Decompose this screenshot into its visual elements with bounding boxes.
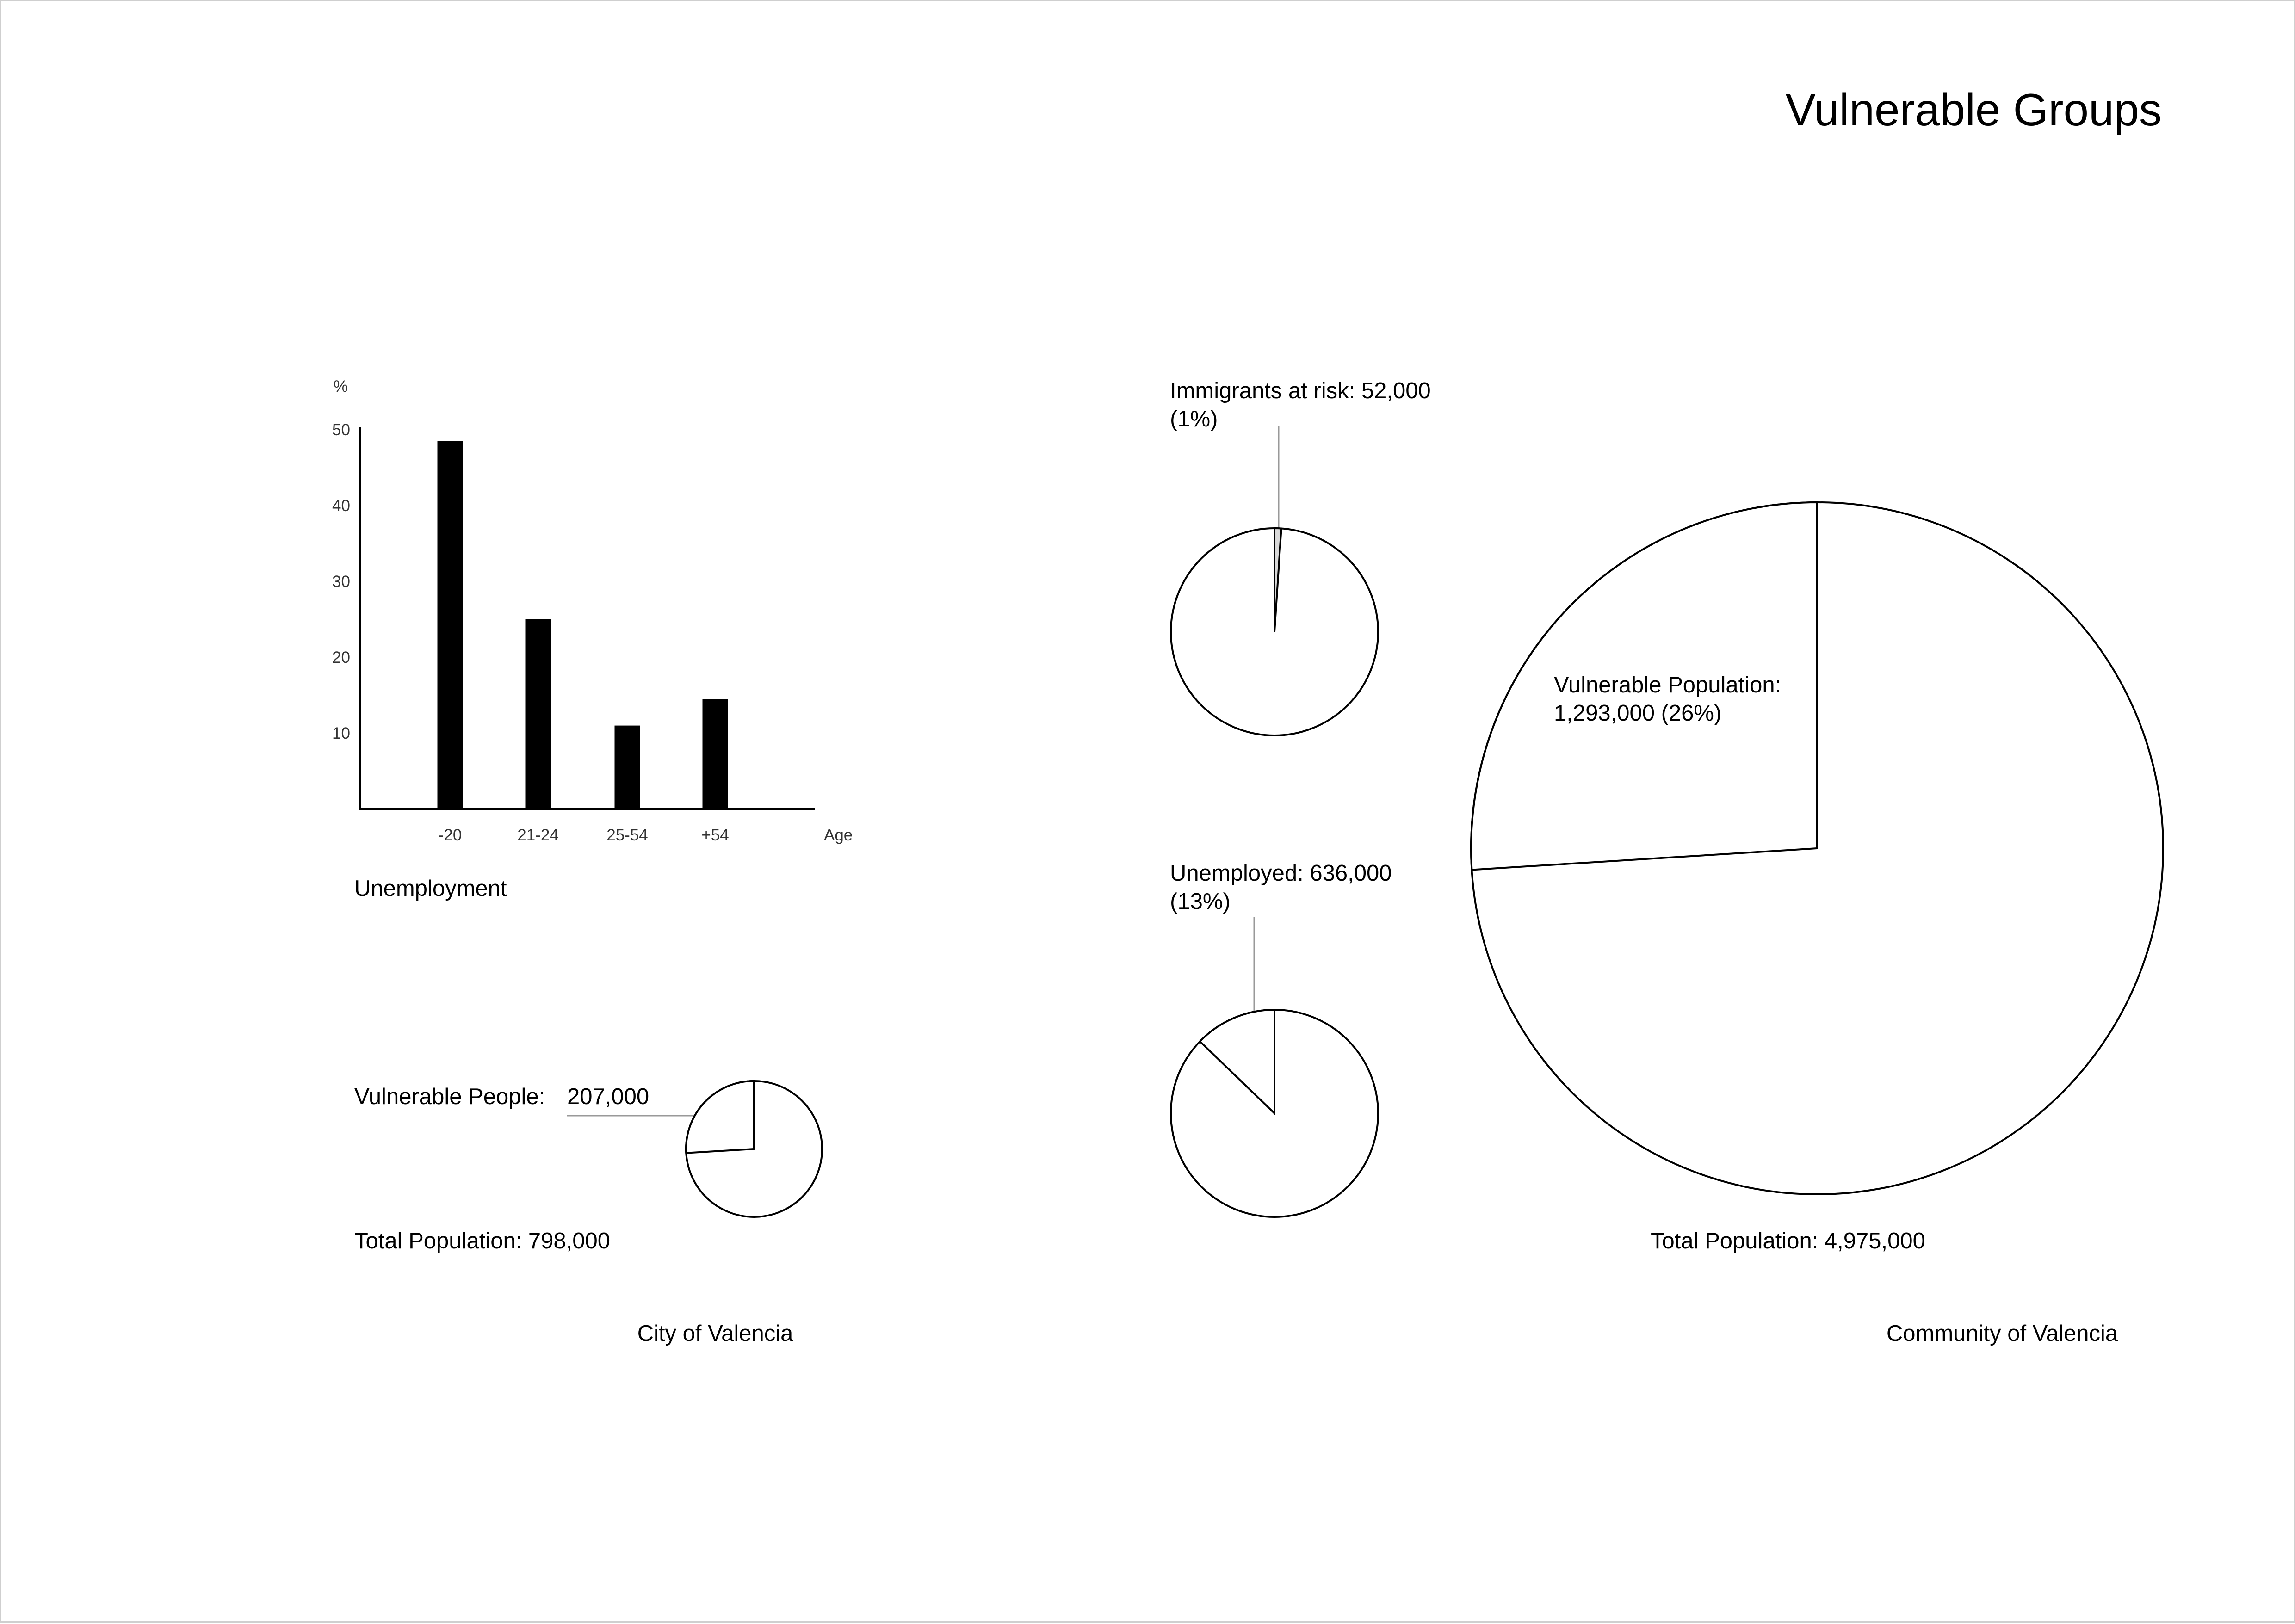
bar-25-54 [615, 726, 640, 809]
unemployment-bar-chart [332, 377, 853, 901]
vulnerable-population-value: 1,293,000 (26%) [1554, 701, 1722, 726]
bar-+54 [703, 699, 728, 809]
vulnerable-population-label: Vulnerable Population: [1554, 673, 1782, 698]
x-tick-label: +54 [701, 826, 729, 844]
city-pie-chart [354, 1081, 822, 1254]
vulnerable-people-value: 207,000 [567, 1084, 650, 1109]
poster-canvas [1, 1, 2295, 1624]
vulnerable-people-label: Vulnerable People: [354, 1084, 545, 1109]
unemployed-pie-chart [1170, 861, 1392, 1217]
y-tick-label: 40 [332, 497, 350, 515]
community-footer: Community of Valencia [1886, 1321, 2118, 1346]
unemployed-label: Unemployed: 636,000 [1170, 861, 1392, 886]
bar--20 [438, 441, 463, 809]
bar-21-24 [526, 619, 551, 809]
y-tick-label: 50 [332, 421, 350, 439]
y-tick-label: 20 [332, 648, 350, 667]
city-footer: City of Valencia [637, 1321, 793, 1346]
x-tick-label: 21-24 [517, 826, 559, 844]
immigrants-label: Immigrants at risk: 52,000 [1170, 378, 1431, 403]
pie-wedge [686, 1081, 754, 1153]
community-total-population: Total Population: 4,975,000 [1651, 1229, 1925, 1254]
community-pie-chart [1471, 502, 2163, 1254]
immigrants-percent: (1%) [1170, 407, 1218, 432]
city-total-population: Total Population: 798,000 [354, 1229, 611, 1254]
unemployed-percent: (13%) [1170, 889, 1231, 914]
immigrants-pie-chart [1170, 378, 1431, 735]
y-tick-label: 30 [332, 573, 350, 591]
x-axis-label: Age [824, 826, 853, 844]
y-axis-label: % [334, 377, 348, 395]
page-title: Vulnerable Groups [1785, 84, 2162, 135]
y-tick-label: 10 [332, 724, 350, 742]
x-tick-label: -20 [438, 826, 462, 844]
x-tick-label: 25-54 [606, 826, 648, 844]
chart-title: Unemployment [354, 876, 507, 901]
